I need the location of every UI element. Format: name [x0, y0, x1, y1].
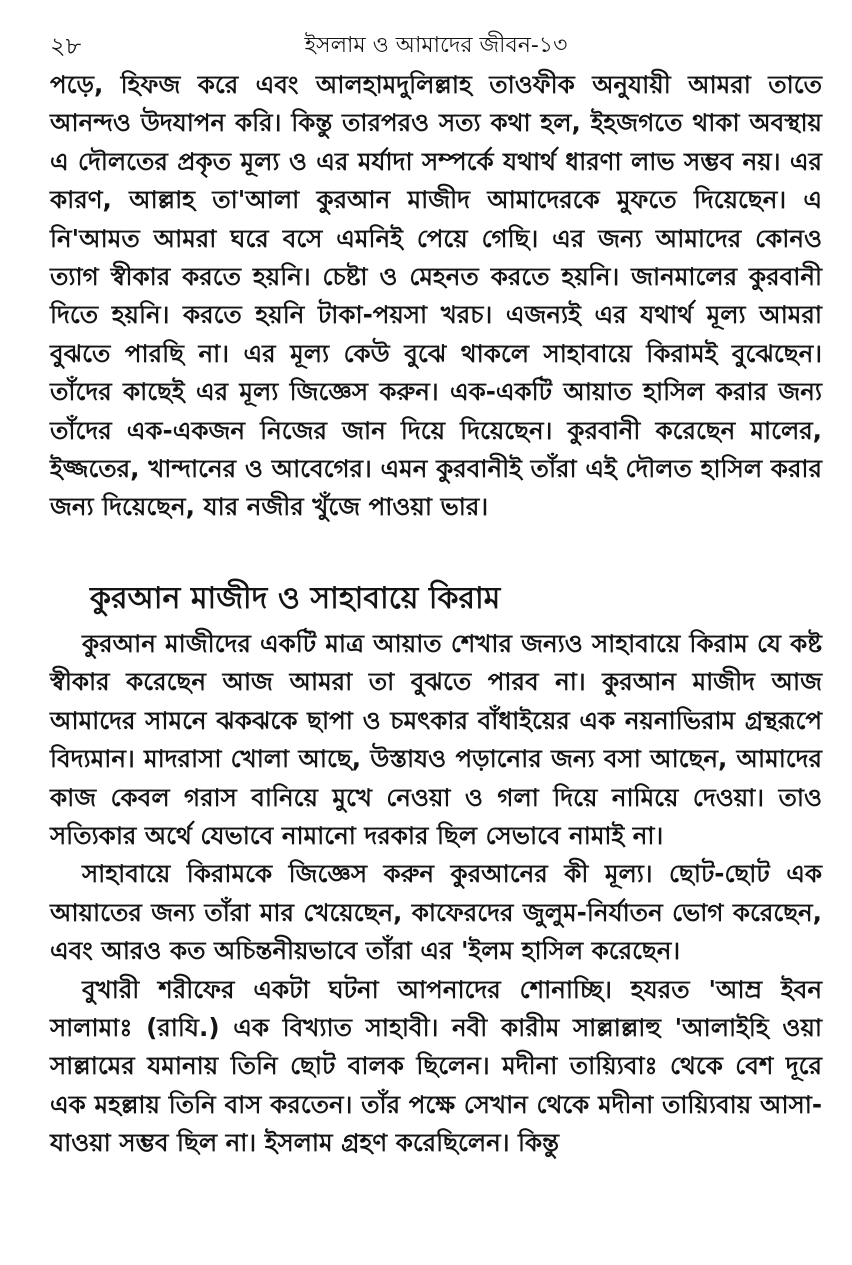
running-header: [50, 26, 822, 66]
paragraph-bukhari-story: বুখারী শরীফের একটা ঘটনা আপনাদের শোনাচ্ছি। হযরত 'আম্র ইবন সালামাঃ (রাযি.) এক বিখ্যাত সাহাবী। নবী কারীম সাল্লাল্লাহু 'আলাইহি ওয়া সাল্লামের যমানায় তিনি ছোট বালক ছিলেন। মদীনা তায়্যিবাঃ থেকে বেশ দূরে এক মহল্লায় তিনি বাস করতেন। তাঁর পক্ষে সেখান থেকে মদীনা তায়্যিবায় আসা-যাওয়া সম্ভব ছিল না। ইসলাম গ্রহণ করেছিলেন। কিন্তু: [50, 974, 822, 1158]
paragraph-sahaba-value: সাহাবায়ে কিরামকে জিজ্ঞেস করুন কুরআনের কী মূল্য। ছোট-ছোট এক আয়াতের জন্য তাঁরা মার খেয়েছেন, কাফেরদের জুলুম-নির্যাতন ভোগ করেছেন, এবং আরও কত অচিন্তনীয়ভাবে তাঁরা এর 'ইলম হাসিল করেছেন।: [50, 859, 822, 966]
section-heading: কুরআন মাজীদ ও সাহাবায়ে কিরাম: [90, 580, 501, 616]
running-title: ইসলাম ও আমাদের জীবন-১৩: [304, 33, 568, 58]
paragraph-continuation: পড়ে, হিফজ করে এবং আলহামদুলিল্লাহ তাওফীক অনুযায়ী আমরা তাতে আনন্দও উদযাপন করি। কিন্তু তারপরও সত্য কথা হল, ইহজগতে থাকা অবস্থায় এ দৌলতের প্রকৃত মূল্য ও এর মর্যাদা সম্পর্কে যথার্থ ধারণা লাভ সম্ভব নয়। এর কারণ, আল্লাহ তা'আলা কুরআন মাজীদ আমাদেরকে মুফতে দিয়েছেন। এ নি'আমত আমরা ঘরে বসে এমনিই পেয়ে গেছি। এর জন্য আমাদের কোনও ত্যাগ স্বীকার করতে হয়নি। চেষ্টা ও মেহনত করতে হয়নি। জানমালের কুরবানী দিতে হয়নি। করতে হয়নি টাকা-পয়সা খরচ। এজন্যই এর যথার্থ মূল্য আমরা বুঝতে পারছি না। এর মূল্য কেউ বুঝে থাকলে সাহাবায়ে কিরামই বুঝেছেন। তাঁদের কাছেই এর মূল্য জিজ্ঞেস করুন। এক-একটি আয়াত হাসিল করার জন্য তাঁদের এক-একজন নিজের জান দিয়ে দিয়েছেন। কুরবানী করেছেন মালের, ইজ্জতের, খান্দানের ও আবেগের। এমন কুরবানীই তাঁরা এই দৌলত হাসিল করার জন্য দিয়েছেন, যার নজীর খুঁজে পাওয়া ভার।: [50, 70, 822, 522]
paragraph-intro: কুরআন মাজীদের একটি মাত্র আয়াত শেখার জন্যও সাহাবায়ে কিরাম যে কষ্ট স্বীকার করেছেন আজ আমরা তা বুঝতে পারব না। কুরআন মাজীদ আজ আমাদের সামনে ঝকঝকে ছাপা ও চমৎকার বাঁধাইয়ের এক নয়নাভিরাম গ্রন্থরূপে বিদ্যমান। মাদরাসা খোলা আছে, উস্তাযও পড়ানোর জন্য বসা আছেন, আমাদের কাজ কেবল গরাস বানিয়ে মুখে নেওয়া ও গলা দিয়ে নামিয়ে দেওয়া। তাও সত্যিকার অর্থে যেভাবে নামানো দরকার ছিল সেভাবে নামাই না।: [50, 628, 822, 850]
page-number: ২৮: [50, 32, 82, 60]
